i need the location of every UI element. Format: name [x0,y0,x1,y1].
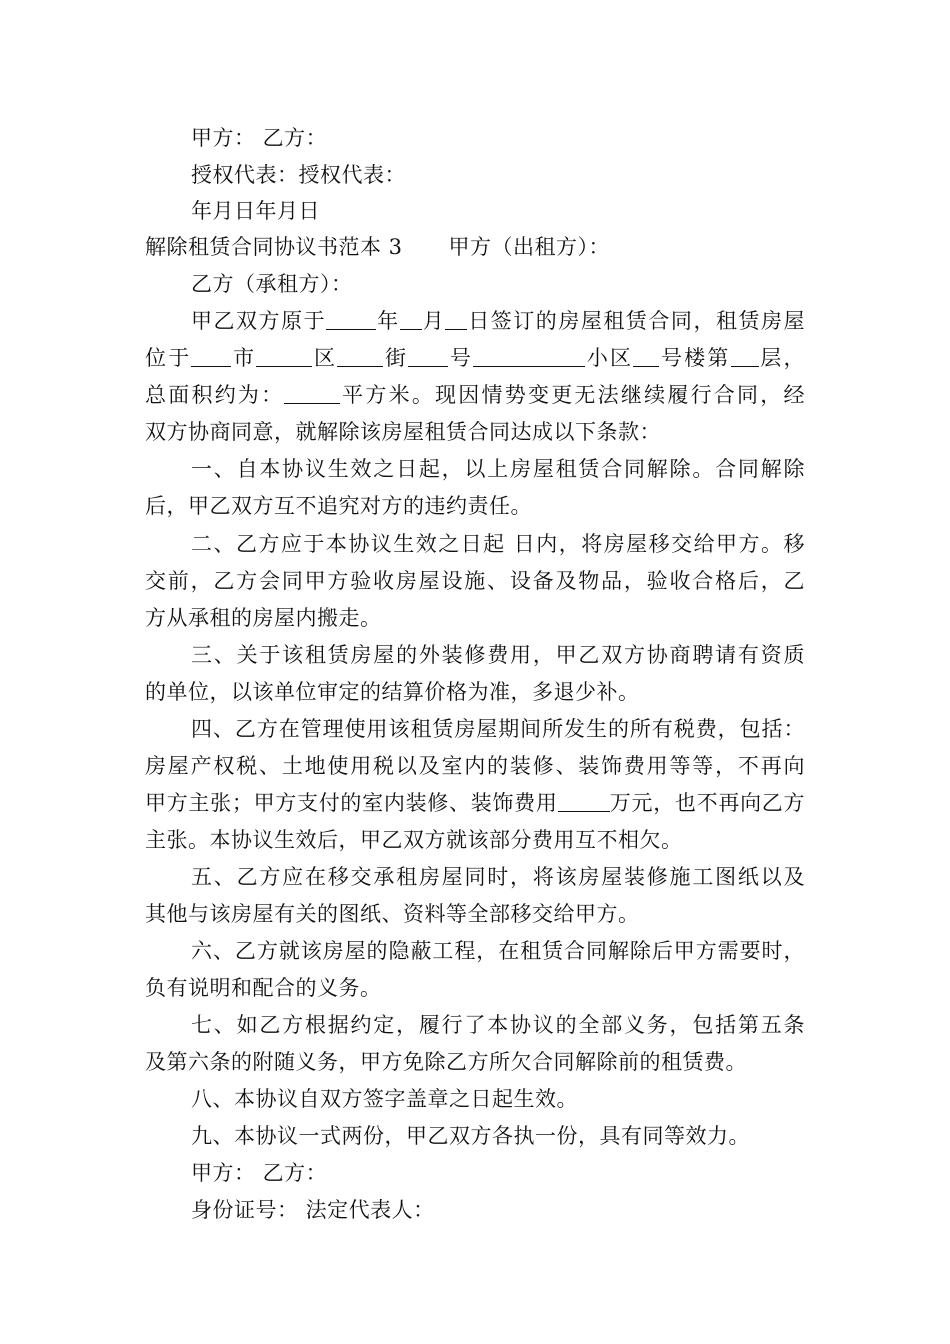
authorized-rep-line: 授权代表：授权代表： [191,163,406,187]
lessor-label: 甲方（出租方）： [448,235,611,259]
blank-street [337,344,383,367]
lessee-label: 乙方（承租方）： [191,272,353,296]
clause-4-line-3 [145,789,805,817]
text-segment: 甲乙双方原于 [191,309,327,333]
clause-2-line-1: 二、乙方应于本协议生效之日起 日内，将房屋移交给甲方。移 [191,532,805,556]
clause-7-line-1: 七、如乙方根据约定，履行了本协议的全部义务，包括第五条 [191,1013,805,1037]
clause-3-line-2: 的单位，以该单位审定的结算价格为准，多退少补。 [145,680,640,704]
clause-3-line-1: 三、关于该租赁房屋的外装修费用，甲乙双方协商聘请有资质 [191,643,805,667]
party-a-b-line: 甲方： 乙方： [191,126,328,150]
clause-9: 九、本协议一式两份，甲乙双方各执一份，具有同等效力。 [191,1124,750,1148]
text-segment: 甲方主张；甲方支付的室内装修、装饰费用 [145,791,558,815]
blank-number [408,344,448,367]
section-title-line [145,233,610,261]
text-segment: 市 [231,346,257,370]
text-segment: 区 [312,346,338,370]
section-title: 解除租赁合同协议书范本 3 [145,235,403,259]
clause-6-line-1: 六、乙方就该房屋的隐蔽工程，在租赁合同解除后甲方需要时， [191,939,805,963]
blank-month [400,307,422,330]
date-line: 年月日年月日 [191,199,320,223]
clause-4-line-1: 四、乙方在管理使用该租赁房屋期间所发生的所有税费，包括： [191,717,805,741]
clause-1-line-1: 一、自本协议生效之日起，以上房屋租赁合同解除。合同解除 [191,457,805,481]
clause-5-line-2: 其他与该房屋有关的图纸、资料等全部移交给甲方。 [145,902,640,926]
clause-4-line-4: 主张。本协议生效后，甲乙双方就该部分费用互不相欠。 [145,828,683,852]
blank-day [445,307,467,330]
blank-building [633,344,659,367]
text-segment: 小区 [585,346,634,370]
para-original-contract-line-1 [191,307,805,335]
text-segment: 年 [376,309,400,333]
blank-area [284,381,340,404]
text-segment: 号 [448,346,474,370]
para-original-contract-line-2 [145,344,805,372]
blank-district [256,344,312,367]
text-segment: 月 [421,309,446,333]
text-segment: 位于 [145,346,192,370]
text-segment: 街 [383,346,409,370]
signature-party-line: 甲方： 乙方： [191,1161,328,1185]
clause-8: 八、本协议自双方签字盖章之日起生效。 [191,1087,578,1111]
clause-4-line-2: 房屋产权税、土地使用税以及室内的装修、装饰费用等等，不再向 [145,754,805,778]
text-segment: 万元，也不再向乙方 [609,791,806,815]
text-segment: 层， [758,346,806,370]
clause-2-line-3: 方从承租的房屋内搬走。 [145,606,382,630]
text-segment: 日签订的房屋租赁合同，租赁房屋 [467,309,806,333]
clause-6-line-2: 负有说明和配合的义务。 [145,976,382,1000]
text-segment: 总面积约为： [145,383,285,407]
clause-7-line-2: 及第六条的附随义务，甲方免除乙方所欠合同解除前的租赁费。 [145,1050,747,1074]
blank-city [191,344,231,367]
text-segment: 号楼第 [659,346,731,370]
clause-2-line-2: 交前，乙方会同甲方验收房屋设施、设备及物品，验收合格后，乙 [145,569,805,593]
para-original-contract-line-3 [145,381,805,409]
para-original-contract-line-4: 双方协商同意，就解除该房屋租赁合同达成以下条款： [145,420,661,444]
blank-floor [731,344,759,367]
clause-5-line-1: 五、乙方应在移交承租房屋同时，将该房屋装修施工图纸以及 [191,865,805,889]
blank-year [326,307,376,330]
clause-1-line-2: 后，甲乙双方互不追究对方的违约责任。 [145,494,532,518]
text-segment: 平方米。现因情势变更无法继续履行合同，经 [340,383,806,407]
blank-amount [558,789,610,812]
id-number-line: 身份证号： 法定代表人： [191,1198,435,1222]
blank-community [473,344,585,367]
